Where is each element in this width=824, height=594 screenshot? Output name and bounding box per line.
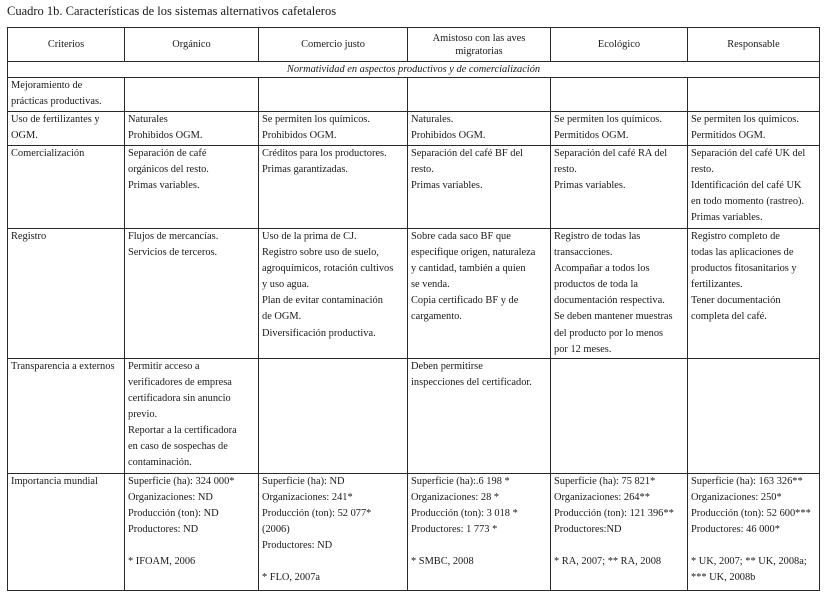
cell-line: Separación del café UK del — [691, 148, 806, 159]
blank-line — [128, 538, 255, 554]
cell-responsable — [688, 146, 820, 229]
cell-line: especifique origen, naturaleza — [411, 247, 536, 259]
cell-line: del producto por lo menos — [554, 327, 664, 339]
cell-line: agroquímicos, rotación cultivos — [262, 263, 394, 275]
cell-line: Servicios de terceros. — [128, 247, 218, 259]
cell-line: OGM. — [11, 130, 38, 142]
cell-line: transacciones. — [554, 247, 613, 259]
cell-line: Transparencia a externos — [11, 360, 115, 372]
cell-line: Primas garantizadas. — [262, 164, 348, 176]
cell-line: resto. — [411, 164, 434, 176]
cell-line: completa del café. — [691, 311, 767, 323]
cell-line: Producción (ton): 121 396** — [554, 507, 674, 519]
cell-comercio-justo — [259, 473, 408, 590]
cell-comercio-justo — [259, 78, 408, 112]
cell-line: * FLO, 2007a — [262, 572, 321, 584]
cell-line: Superficie (ha): 163 326** — [691, 475, 803, 487]
cell-line: verificadores de empresa — [128, 376, 232, 388]
cell-line: fertilizantes. — [691, 279, 743, 291]
cell-line: Comercialización — [11, 148, 85, 159]
criterion-cell — [8, 229, 125, 359]
cell-line: Sobre cada saco BF que — [411, 231, 511, 242]
cell-line: Productores: 1 773 * — [411, 524, 498, 536]
cell-line: Tener documentación — [691, 295, 781, 307]
cell-organico — [125, 473, 259, 590]
cell-line: Uso de la prima de CJ. — [262, 231, 357, 242]
cell-line: Deben permitirse — [411, 360, 483, 372]
cell-line: *** UK, 2008b — [691, 572, 756, 584]
cell-line: Productores: ND — [128, 524, 199, 536]
cell-line: cargamento. — [411, 311, 462, 323]
cell-organico — [125, 78, 259, 112]
cell-line: Registro — [11, 231, 47, 242]
cell-line: * RA, 2007; ** RA, 2008 — [554, 556, 662, 568]
cell-ecologico — [551, 473, 688, 590]
cell-line: en todo momento (rastreo). — [691, 196, 805, 208]
cell-line: productos de toda la — [554, 279, 638, 291]
cell-line: Primas variables. — [411, 180, 483, 192]
cell-line: Prohibidos OGM. — [262, 130, 337, 142]
cell-line: contaminación. — [128, 457, 192, 469]
cell-comercio-justo — [259, 146, 408, 229]
cell-line: resto. — [691, 164, 714, 176]
cell-line: previo. — [128, 409, 158, 421]
cell-line: Permitidos OGM. — [554, 130, 629, 142]
cell-line: Uso de fertilizantes y — [11, 114, 100, 125]
cell-ecologico — [551, 112, 688, 146]
header-amistoso-aves: Amistoso con las aves migratorias — [408, 28, 551, 62]
cell-line: * SMBC, 2008 — [411, 556, 474, 568]
criterion-cell — [8, 78, 125, 112]
cell-amistoso-aves — [408, 146, 551, 229]
cell-line: Naturales — [128, 114, 168, 125]
row-registro — [8, 229, 820, 359]
cell-line: Producción (ton): ND — [128, 507, 219, 519]
cell-ecologico — [551, 78, 688, 112]
cell-line: y cantidad, también a quien — [411, 263, 526, 275]
header-responsable: Responsable — [688, 28, 820, 62]
cell-line: orgánicos del resto. — [128, 164, 209, 176]
cell-line: Copia certificado BF y de — [411, 295, 519, 307]
cell-line: Superficie (ha): 324 000* — [128, 475, 235, 487]
header-row — [8, 28, 820, 62]
cell-organico — [125, 146, 259, 229]
cell-line: certificadora sin anuncio — [128, 392, 231, 404]
blank-line — [554, 538, 684, 554]
cell-line: Productores:ND — [554, 524, 622, 536]
cell-line: Registro sobre uso de suelo, — [262, 247, 379, 259]
cell-line: Superficie (ha): 75 821* — [554, 475, 656, 487]
cell-line: (2006) — [262, 524, 290, 536]
cell-line: Organizaciones: 250* — [691, 491, 782, 503]
cell-line: Permitir acceso a — [128, 360, 200, 372]
cell-line: de OGM. — [262, 311, 302, 323]
header-comercio-justo: Comercio justo — [259, 28, 408, 62]
table-caption: Cuadro 1b. Características de los sistemas alternativos cafetaleros — [7, 4, 337, 18]
cell-line: * IFOAM, 2006 — [128, 556, 196, 568]
section-row — [8, 62, 820, 78]
cell-line: y uso agua. — [262, 279, 310, 291]
cell-line: Naturales. — [411, 114, 454, 125]
cell-ecologico — [551, 358, 688, 473]
cell-line: productos fitosanitarios y — [691, 263, 797, 275]
cell-line: todas las aplicaciones de — [691, 247, 794, 259]
cell-line: Producción (ton): 52 600*** — [691, 507, 811, 519]
criterion-cell — [8, 358, 125, 473]
cell-comercio-justo — [259, 358, 408, 473]
cell-line: Identificación del café UK — [691, 180, 802, 192]
cell-line: se venda. — [411, 279, 450, 291]
cell-line: Prohibidos OGM. — [128, 130, 203, 142]
cell-line: Primas variables. — [554, 180, 626, 192]
section-title: Normatividad en aspectos productivos y de comercialización — [8, 62, 820, 78]
cell-organico — [125, 112, 259, 146]
row-mejoramiento — [8, 78, 820, 112]
cell-line: Flujos de mercancías. — [128, 231, 219, 242]
cell-line: Se permiten los químicos. — [262, 114, 370, 125]
header-criterios: Criterios — [8, 28, 125, 62]
cell-line: documentación respectiva. — [554, 295, 665, 307]
cell-line: Registro de todas las — [554, 231, 641, 242]
cell-amistoso-aves — [408, 112, 551, 146]
cell-line: Registro completo de — [691, 231, 780, 242]
cell-line: Separación del café RA del — [554, 148, 668, 159]
cell-organico — [125, 229, 259, 359]
row-uso-fertilizantes — [8, 112, 820, 146]
blank-line — [262, 554, 404, 570]
row-transparencia — [8, 358, 820, 473]
cell-line: Producción (ton): 3 018 * — [411, 507, 518, 519]
cell-line: Mejoramiento de — [11, 80, 83, 91]
cell-line: Organizaciones: 264** — [554, 491, 650, 503]
cell-line: Productores: 46 000* — [691, 524, 780, 536]
cell-responsable — [688, 473, 820, 590]
criterion-cell — [8, 112, 125, 146]
cell-amistoso-aves — [408, 473, 551, 590]
cell-amistoso-aves — [408, 78, 551, 112]
cell-comercio-justo — [259, 112, 408, 146]
row-importancia-mundial — [8, 473, 820, 590]
cell-line: Acompañar a todos los — [554, 263, 650, 275]
cell-line: por 12 meses. — [554, 343, 612, 355]
cell-line: Primas variables. — [691, 212, 763, 224]
header-organico: Orgánico — [125, 28, 259, 62]
cell-organico — [125, 358, 259, 473]
cell-line: Créditos para los productores. — [262, 148, 387, 159]
cell-line: * UK, 2007; ** UK, 2008a; — [691, 556, 807, 568]
cell-amistoso-aves — [408, 358, 551, 473]
coffee-systems-table — [7, 27, 820, 591]
cell-line: Plan de evitar contaminación — [262, 295, 383, 307]
cell-line: Separación del café BF del — [411, 148, 523, 159]
cell-line: Producción (ton): 52 077* — [262, 507, 372, 519]
cell-line: inspecciones del certificador. — [411, 376, 532, 388]
cell-line: Organizaciones: 28 * — [411, 491, 500, 503]
blank-line — [411, 538, 547, 554]
cell-line: Superficie (ha):.6 198 * — [411, 475, 510, 487]
cell-ecologico — [551, 229, 688, 359]
cell-line: en caso de sospechas de — [128, 441, 228, 453]
cell-responsable — [688, 78, 820, 112]
cell-line: Prohibidos OGM. — [411, 130, 486, 142]
cell-line: Primas variables. — [128, 180, 200, 192]
criterion-cell — [8, 473, 125, 590]
row-comercializacion — [8, 146, 820, 229]
cell-line: resto. — [554, 164, 577, 176]
blank-line — [691, 538, 816, 554]
header-ecologico: Ecológico — [551, 28, 688, 62]
cell-line: Se permiten los químicos. — [691, 114, 799, 125]
cell-responsable — [688, 112, 820, 146]
cell-line: Importancia mundial — [11, 475, 98, 487]
cell-comercio-justo — [259, 229, 408, 359]
cell-line: Reportar a la certificadora — [128, 425, 237, 437]
cell-amistoso-aves — [408, 229, 551, 359]
cell-line: Se deben mantener muestras — [554, 311, 673, 323]
cell-line: Productores: ND — [262, 540, 333, 552]
cell-ecologico — [551, 146, 688, 229]
cell-line: Organizaciones: ND — [128, 491, 213, 503]
cell-line: Organizaciones: 241* — [262, 491, 353, 503]
cell-line: Separación de café — [128, 148, 207, 159]
cell-line: Se permiten los químicos. — [554, 114, 662, 125]
criterion-cell — [8, 146, 125, 229]
cell-responsable — [688, 229, 820, 359]
cell-line: Superficie (ha): ND — [262, 475, 345, 487]
cell-line: prácticas productivas. — [11, 96, 102, 108]
cell-line: Permitidos OGM. — [691, 130, 766, 142]
cell-line: Diversificación productiva. — [262, 327, 376, 339]
cell-responsable — [688, 358, 820, 473]
